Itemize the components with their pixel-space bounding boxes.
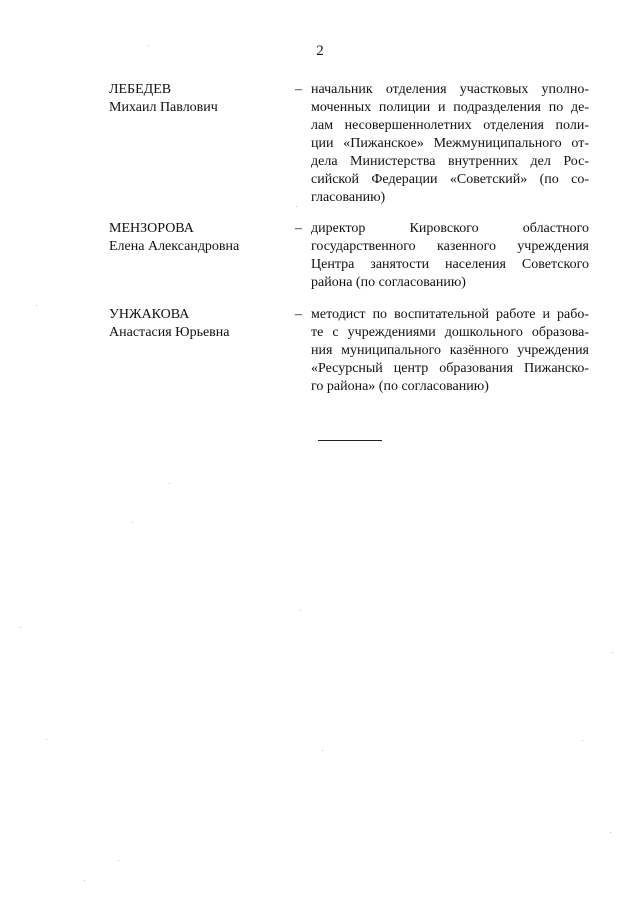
role-line: директор Кировского областного xyxy=(311,221,589,236)
role-line: те с учреждениями дошкольного образова- xyxy=(311,325,589,340)
scan-speck xyxy=(84,880,85,881)
person-name-block xyxy=(109,81,289,117)
role-line: ции «Пижанское» Межмуниципального от- xyxy=(311,136,589,151)
person-role-description xyxy=(311,220,589,292)
role-line: государственного казенного учреждения xyxy=(311,239,589,254)
role-line: сийской Федерации «Советский» (по со- xyxy=(311,172,589,187)
person-given-names: Михаил Павлович xyxy=(109,100,218,115)
scan-speck xyxy=(118,860,119,861)
role-line: района (по согласованию) xyxy=(311,275,466,290)
entry-dash: – xyxy=(295,221,302,236)
person-name-block xyxy=(109,306,289,342)
role-line: гласованию) xyxy=(311,190,386,205)
role-line: «Ресурсный центр образования Пижанско- xyxy=(311,361,589,376)
scan-speck xyxy=(132,522,133,523)
scan-speck xyxy=(169,483,170,484)
role-line: начальник отделения участковых уполно- xyxy=(311,82,589,97)
role-line: моченных полиции и подразделения по де- xyxy=(311,100,589,115)
role-line: Центра занятости населения Советского xyxy=(311,257,589,272)
person-name-block xyxy=(109,220,289,256)
role-line: ния муниципального казённого учреждения xyxy=(311,343,589,358)
role-line: лам несовершеннолетних отделения поли- xyxy=(311,118,589,133)
scan-speck xyxy=(610,832,611,833)
person-role-description xyxy=(311,81,589,207)
entry-dash: – xyxy=(295,82,302,97)
person-given-names: Елена Александровна xyxy=(109,239,240,254)
scan-speck xyxy=(612,652,613,653)
scan-speck xyxy=(36,305,37,306)
end-of-list-rule xyxy=(318,440,382,441)
person-surname: МЕНЗОРОВА xyxy=(109,221,194,236)
role-line: дела Министерства внутренних дел Рос- xyxy=(311,154,589,169)
scan-speck xyxy=(46,739,47,740)
scan-speck xyxy=(582,740,583,741)
scan-speck xyxy=(20,627,21,628)
entry-dash: – xyxy=(295,307,302,322)
scan-speck xyxy=(148,45,149,46)
scan-speck xyxy=(296,206,297,207)
scan-speck xyxy=(300,610,301,611)
person-surname: УНЖАКОВА xyxy=(109,307,190,322)
role-line: методист по воспитательной работе и рабо- xyxy=(311,307,589,322)
page-number: 2 xyxy=(316,43,324,59)
person-surname: ЛЕБЕДЕВ xyxy=(109,82,172,97)
person-role-description xyxy=(311,306,589,396)
person-given-names: Анастасия Юрьевна xyxy=(109,325,230,340)
scan-speck xyxy=(322,750,323,751)
role-line: го района» (по согласованию) xyxy=(311,379,489,394)
